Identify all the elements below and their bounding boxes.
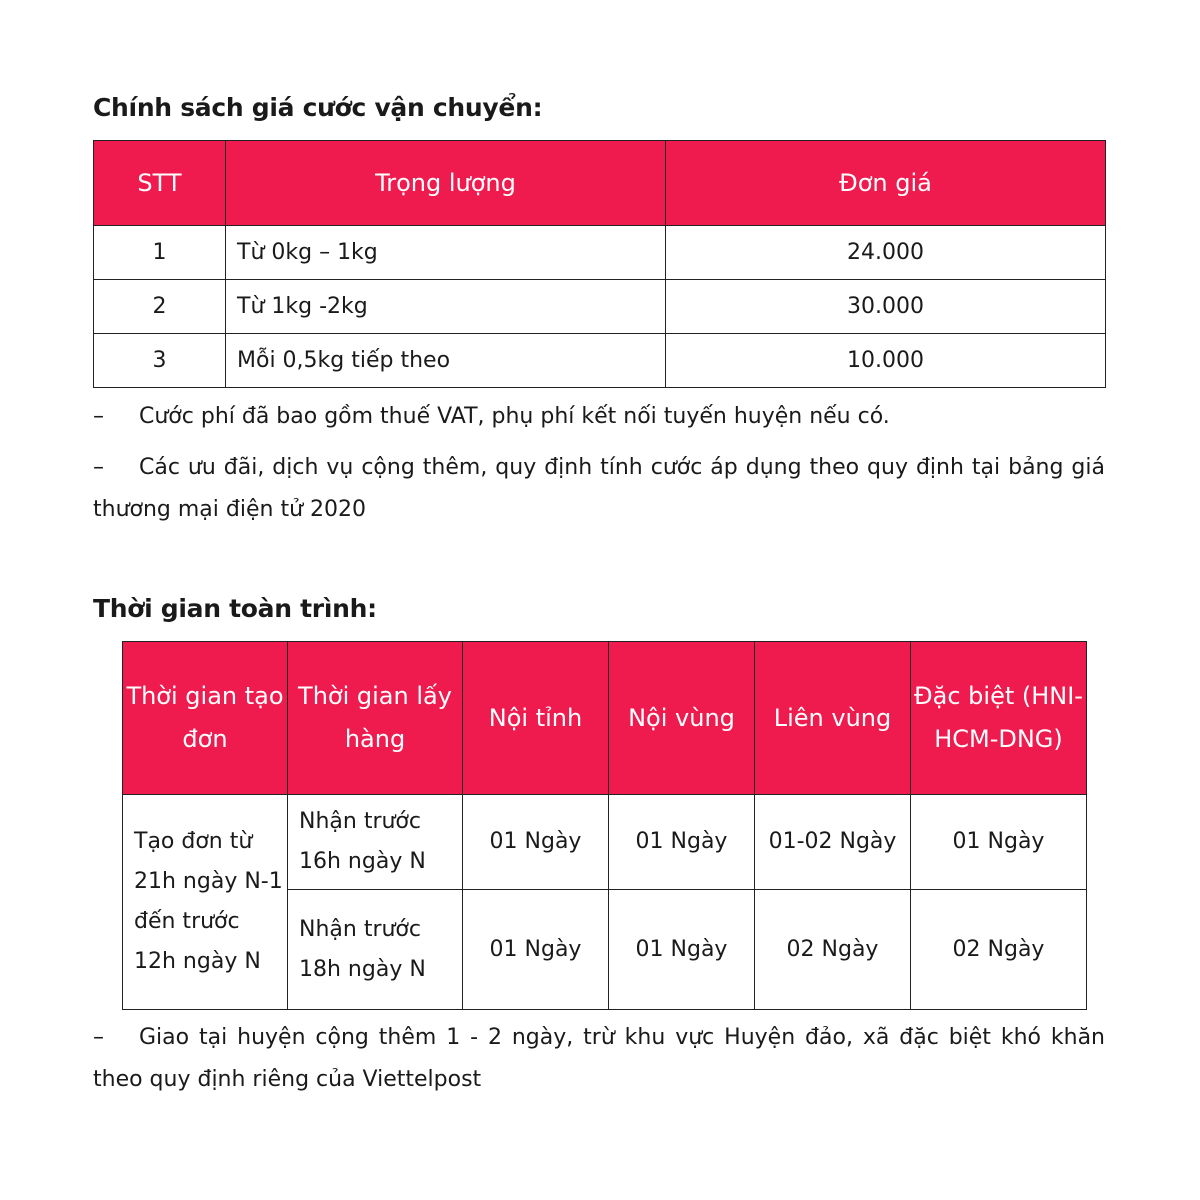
cell-weight: Từ 0kg – 1kg [226, 226, 666, 280]
note-text: Các ưu đãi, dịch vụ cộng thêm, quy định tính cước áp dụng theo quy định tại bảng giá thương mại điện tử 2020 [93, 455, 1105, 522]
note-district-delivery [93, 1017, 1105, 1101]
table-row [94, 226, 1106, 280]
cell-intra-region: 01 Ngày [609, 890, 755, 1010]
header-intra-province: Nội tỉnh [463, 642, 609, 795]
cell-price: 30.000 [666, 280, 1106, 334]
header-order-time: Thời gian tạo đơn [123, 642, 288, 795]
table-row [123, 795, 1087, 890]
cell-intra-region: 01 Ngày [609, 795, 755, 890]
header-price: Đơn giá [666, 141, 1106, 226]
cell-pickup: Nhận trước 18h ngày N [288, 890, 463, 1010]
delivery-table-header [123, 642, 1087, 795]
header-stt: STT [94, 141, 226, 226]
price-table [93, 140, 1106, 388]
note-text: Giao tại huyện cộng thêm 1 - 2 ngày, trừ khu vực Huyện đảo, xã đặc biệt khó khăn theo quy định riêng của Viettelpost [93, 1025, 1105, 1092]
table-row [94, 280, 1106, 334]
cell-inter-region: 02 Ngày [755, 890, 911, 1010]
delivery-time-table [122, 641, 1087, 1010]
header-inter-region: Liên vùng [755, 642, 911, 795]
cell-order-window: Tạo đơn từ 21h ngày N-1 đến trước 12h ngày N [123, 795, 288, 1010]
cell-special: 01 Ngày [911, 795, 1087, 890]
cell-special: 02 Ngày [911, 890, 1087, 1010]
bullet-dash: – [93, 1025, 104, 1050]
cell-weight: Từ 1kg -2kg [226, 280, 666, 334]
price-table-header [94, 141, 1106, 226]
cell-stt: 3 [94, 334, 226, 388]
shipping-policy-title: Chính sách giá cước vận chuyển: [93, 93, 543, 122]
header-pickup-time: Thời gian lấy hàng [288, 642, 463, 795]
table-row [94, 334, 1106, 388]
delivery-time-title: Thời gian toàn trình: [93, 594, 377, 623]
cell-price: 10.000 [666, 334, 1106, 388]
cell-price: 24.000 [666, 226, 1106, 280]
cell-intra-province: 01 Ngày [463, 890, 609, 1010]
cell-stt: 1 [94, 226, 226, 280]
header-special: Đặc biệt (HNI-HCM-DNG) [911, 642, 1087, 795]
note-text: Cước phí đã bao gồm thuế VAT, phụ phí kết nối tuyến huyện nếu có. [139, 404, 890, 429]
header-intra-region: Nội vùng [609, 642, 755, 795]
cell-inter-region: 01-02 Ngày [755, 795, 911, 890]
cell-stt: 2 [94, 280, 226, 334]
bullet-dash: – [93, 404, 104, 429]
cell-intra-province: 01 Ngày [463, 795, 609, 890]
note-promotions [93, 447, 1105, 531]
cell-pickup: Nhận trước 16h ngày N [288, 795, 463, 890]
bullet-dash: – [93, 455, 104, 480]
header-weight: Trọng lượng [226, 141, 666, 226]
note-vat [93, 396, 1105, 438]
cell-weight: Mỗi 0,5kg tiếp theo [226, 334, 666, 388]
